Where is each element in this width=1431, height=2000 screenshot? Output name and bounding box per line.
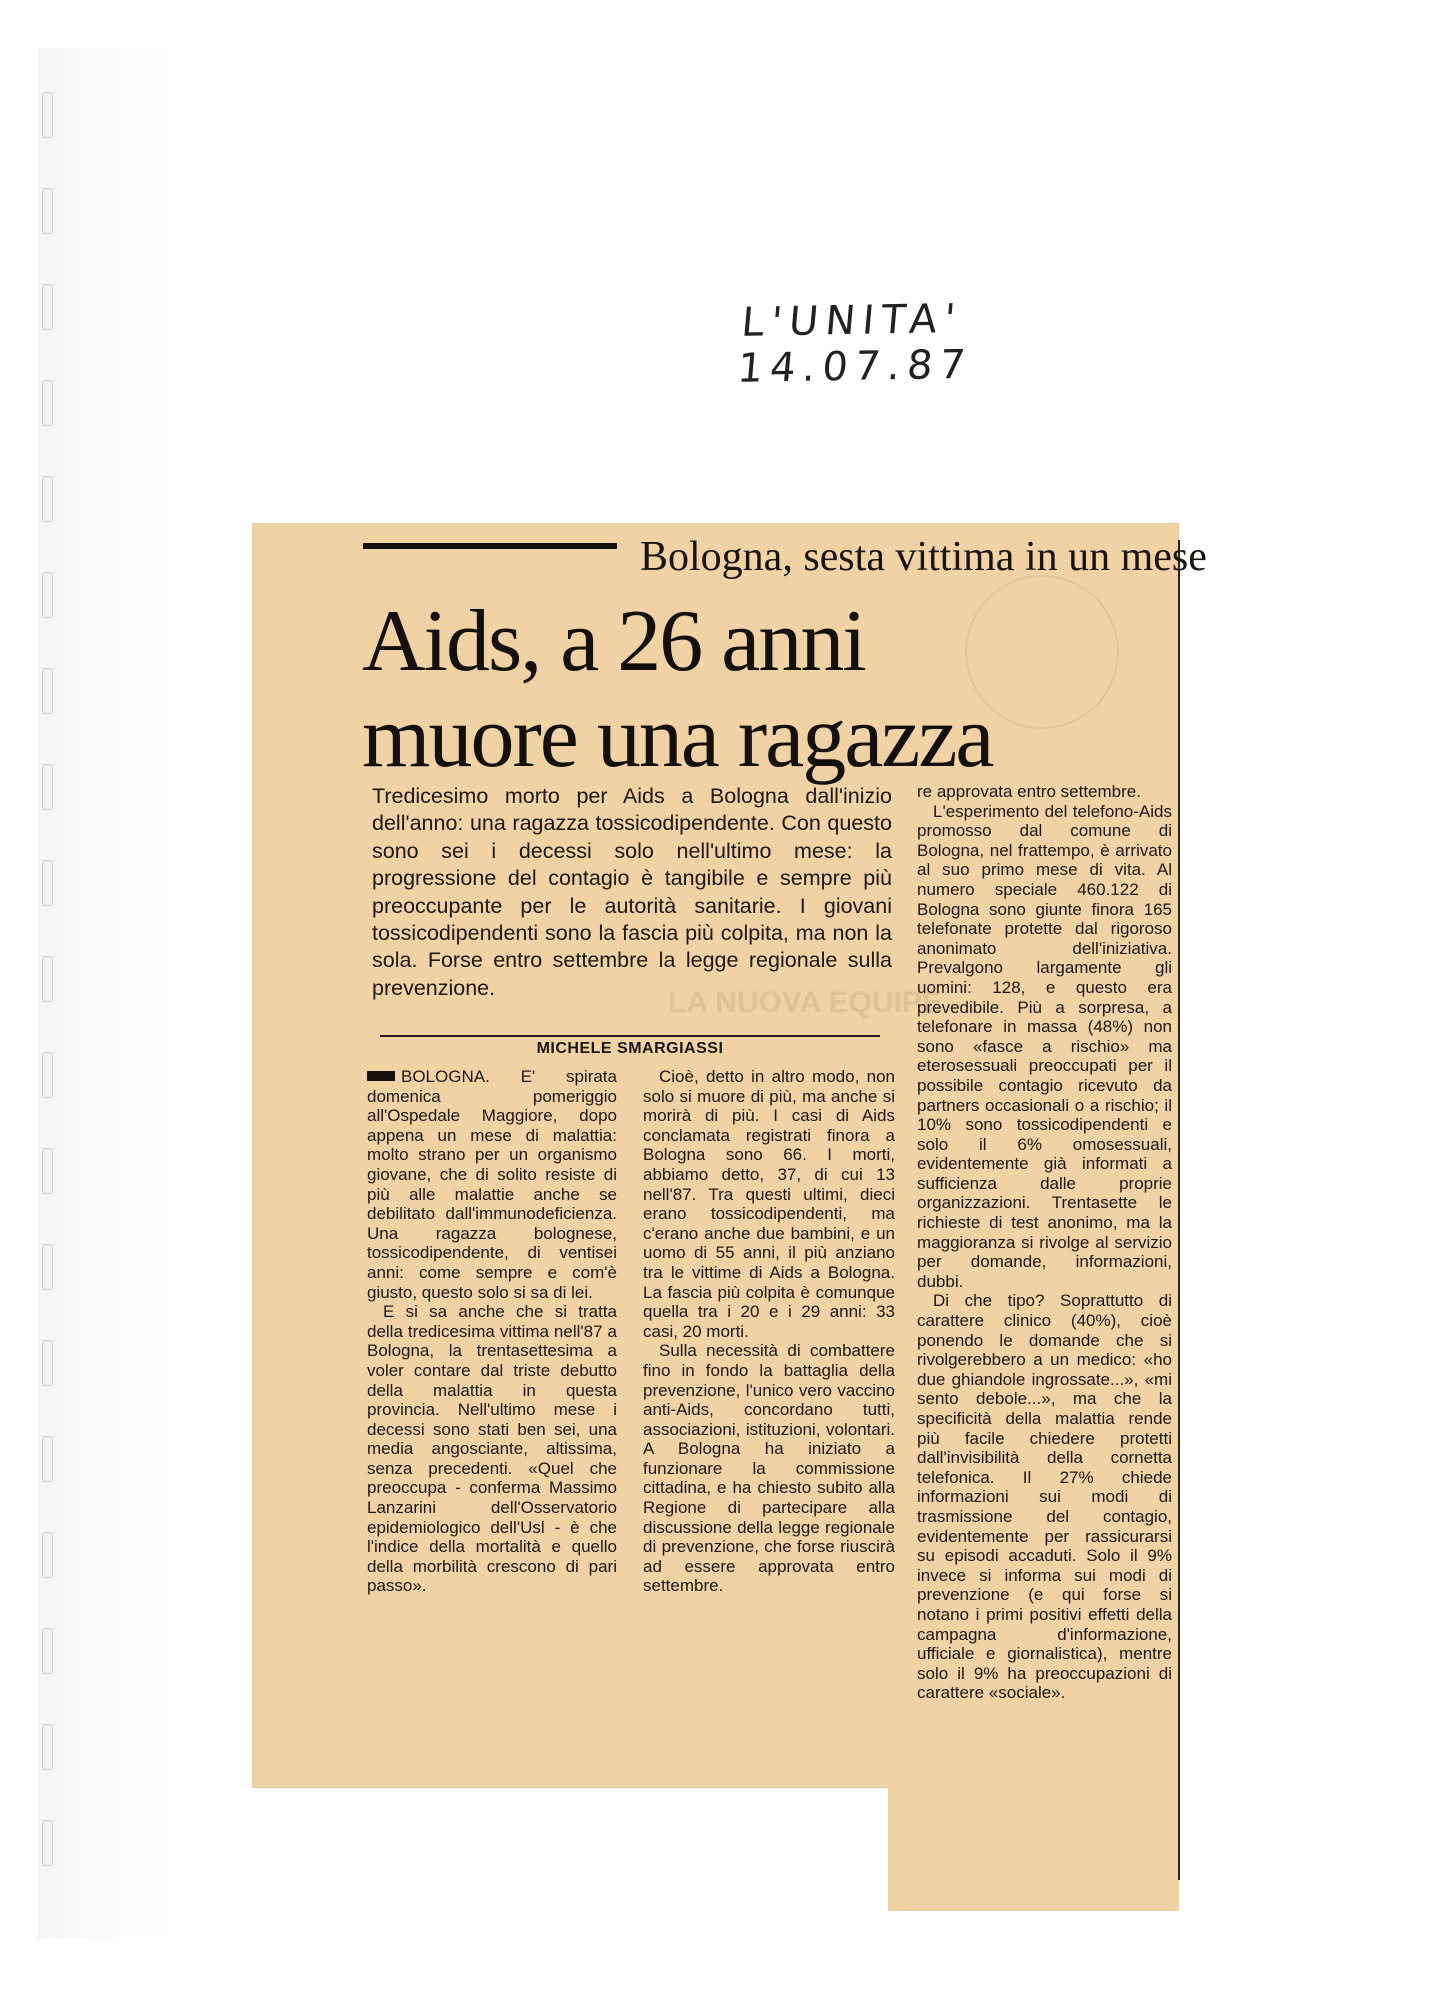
binder-hole (42, 1340, 53, 1386)
dateline-marker (367, 1071, 395, 1081)
binder-hole (42, 668, 53, 714)
paragraph: re approvata entro settembre. (917, 782, 1141, 801)
paragraph: Sulla necessità di combattere fino in fondo la battaglia della prevenzione, l'unico vero vaccino anti-Aids, concordano tutti, associazioni, istituzioni, volontari. A Bologna ha iniziato a funzionare la commissione cittadina, e ha chiesto subito alla Regione di partecipare alla discussione della legge regionale di prevenzione, che forse riuscirà ad essere approvata entro settembre. (643, 1341, 895, 1596)
bleed-through-text: LA NUOVA EQUIPE (668, 986, 942, 1019)
paragraph: Cioè, detto in altro modo, non solo si muore di più, ma anche si morirà di più. I casi di Aids conclamata registrati finora a Bologna sono 66. I morti, abbiamo detto, 37, di cui 13 nell'87. Tra questi ultimi, dieci erano tossicodipendenti, ma c'erano anche due bambini, e un uomo di 55 anni, il più anziano tra le vittime di Aids a Bologna. La fascia più colpita è comunque quella tra i 20 e i 29 anni: 33 casi, 20 morti. (643, 1067, 895, 1341)
binder-hole (42, 476, 53, 522)
binder-hole (42, 1724, 53, 1770)
binder-hole (42, 764, 53, 810)
article-headline (362, 594, 1162, 786)
article-lead: Tredicesimo morto per Aids a Bologna dall'inizio dell'anno: una ragazza tossicodipendente. Con questo sono sei i decessi solo nell'ultimo mese: la progressione del contagio è tangibile e sempre più preoccupante per le autorità sanitarie. I giovani tossicodipendenti sono la fascia più colpita, ma non la sola. Forse entro settembre la legge regionale sulla prevenzione. (372, 784, 892, 1000)
binder-hole (42, 860, 53, 906)
paragraph-text: E' spirata domenica pomeriggio all'Ospedale Maggiore, dopo appena un mese di malattia: molto strano per un organismo giovane, che di solito resiste di più alle malattie anche se debilitato dall'immunodeficienza. Una ragazza bolognese, tossicodipendente, di ventisei anni: come sempre e com'è giusto, questo solo si sa di lei. (367, 1067, 617, 1302)
article-byline: MICHELE SMARGIASSI (536, 1040, 724, 1057)
binder-hole (42, 572, 53, 618)
kicker-rule (363, 543, 617, 549)
article-column-2 (643, 1067, 895, 1596)
paragraph (367, 1067, 617, 1302)
paragraph: L'esperimento del telefono-Aids promosso dal comune di Bologna, nel frattempo, è arrivato al suo primo mese di vita. Al numero speciale 460.122 di Bologna sono giunte finora 165 telefonate protette dal rigoroso anonimato dell'iniziativa. Prevalgono largamente gli uomini: 128, e questo era prevedibile. Più a sorpresa, a telefonare in massa (48%) non sono «fasce a rischio» ma eterosessuali preoccupati per il possibile contagio ricevuto da partners occasionali o a rischio; il 10% sono tossicodipendenti e solo il 6% omosessuali, evidentemente già informati a sufficienza dalle proprie organizzazioni. Trentasette le richieste di test anonimo, ma la maggioranza si rivolge al servizio per domande, informazioni, dubbi. (917, 801, 1172, 1291)
binder-hole (42, 1820, 53, 1866)
binder-hole (42, 1532, 53, 1578)
binder-hole (42, 92, 53, 138)
binder-hole (42, 1244, 53, 1290)
binder-hole (42, 1148, 53, 1194)
headline-line: Aids, a 26 anni (362, 593, 865, 690)
dateline: BOLOGNA. (401, 1067, 490, 1086)
binder-hole (42, 1628, 53, 1674)
binder-hole (42, 1052, 53, 1098)
byline-rule (380, 1035, 880, 1037)
binder-hole (42, 380, 53, 426)
article-kicker: Bologna, sesta vittima in un mese (640, 534, 1207, 580)
headline-line: muore una ragazza (362, 689, 993, 786)
binder-hole (42, 188, 53, 234)
binder-hole (42, 284, 53, 330)
article-column-1 (367, 1067, 617, 1596)
paragraph: Di che tipo? Soprattutto di carattere clinico (40%), cioè ponendo le domande che si rivolgerebbero a un medico: «ho due ghiandole ingrossate...», «mi sento debole...», ma che la specificità della malattia rende più facile chiedere protetti dall'invisibilità della cornetta telefonica. Il 27% chiede informazioni sui modi di trasmissione del contagio, evidentemente per rassicurarsi su episodi accaduti. Solo il 9% invece si informa sui modi di prevenzione (e qui forse si notano i primi positivi effetti della campagna d'informazione, ufficiale e giornalistica), mentre solo il 9% ha preoccupazioni di carattere «sociale». (917, 1291, 1172, 1703)
handwritten-annotation: L'UNITA' 14.07.87 (735, 296, 975, 392)
newspaper-clipping-tail (888, 1787, 1179, 1911)
article-column-3 (917, 782, 1172, 1703)
binder-hole (42, 1436, 53, 1482)
binder-hole (42, 956, 53, 1002)
column-rule (1178, 540, 1180, 1880)
paragraph: E si sa anche che si tratta della tredicesima vittima nell'87 a Bologna, la trentasettesima a voler contare dal triste debutto della malattia in questa provincia. Nell'ultimo mese i decessi sono stati ben sei, una media angosciante, altissima, senza precedenti. «Quel che preoccupa - conferma Massimo Lanzarini dell'Osservatorio epidemiologico dell'Usl - è che l'indice della mortalità e quello della morbilità crescono di pari passo». (367, 1302, 617, 1596)
